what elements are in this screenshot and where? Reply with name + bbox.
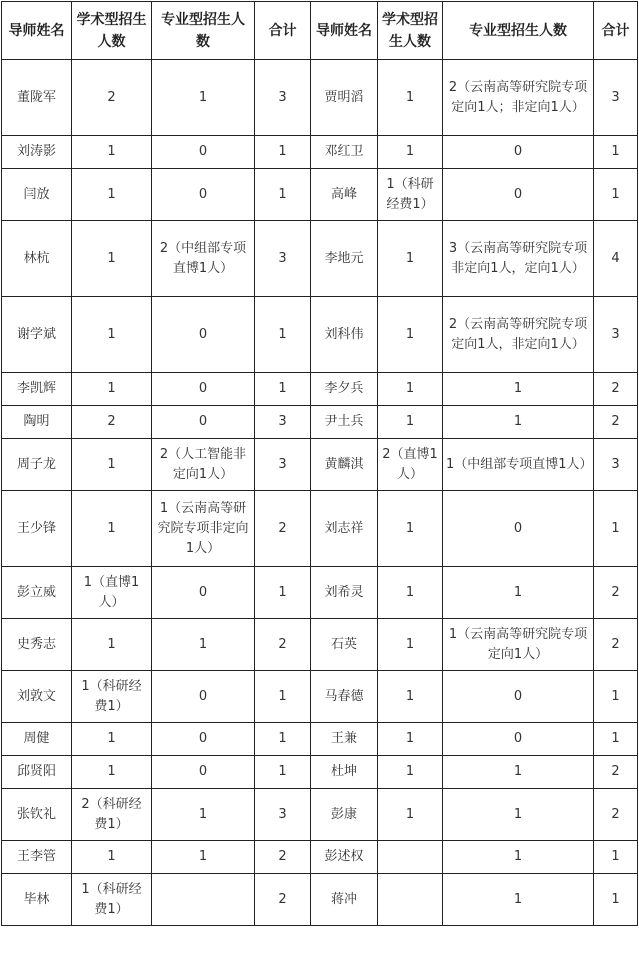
table-row <box>2 491 638 567</box>
table-cell: 2 <box>255 619 311 671</box>
table-cell: 1 <box>378 221 443 297</box>
table-cell: 王李管 <box>2 841 72 874</box>
table-cell: 2 <box>594 789 638 841</box>
table-cell: 0 <box>152 373 255 406</box>
table-cell: 1 <box>378 756 443 789</box>
table-cell: 1 <box>443 789 594 841</box>
table-cell: 邓红卫 <box>311 136 378 169</box>
table-row <box>2 406 638 439</box>
table-cell: 1 <box>594 874 638 926</box>
table-cell: 0 <box>152 297 255 373</box>
table-cell: 4 <box>594 221 638 297</box>
table-cell: 2 <box>594 567 638 619</box>
table-cell: 马春德 <box>311 671 378 723</box>
table-cell: 1 <box>72 136 152 169</box>
table-row <box>2 841 638 874</box>
table-cell: 1 <box>378 406 443 439</box>
table-cell: 1 <box>72 221 152 297</box>
table-cell: 1 <box>443 756 594 789</box>
table-cell: 0 <box>443 169 594 221</box>
table-cell: 林杭 <box>2 221 72 297</box>
table-cell: 0 <box>152 169 255 221</box>
table-cell: 2（中组部专项直博1人） <box>152 221 255 297</box>
table-cell: 蒋冲 <box>311 874 378 926</box>
header-row <box>2 2 638 60</box>
table-cell: 贾明滔 <box>311 60 378 136</box>
table-cell: 2（云南高等研究院专项定向1人；非定向1人） <box>443 60 594 136</box>
table-cell: 1（直博1人） <box>72 567 152 619</box>
header-cell: 学术型招生人数 <box>378 2 443 60</box>
table-cell: 1 <box>378 671 443 723</box>
table-cell: 1 <box>378 136 443 169</box>
table-cell: 1（科研经费1） <box>378 169 443 221</box>
table-row <box>2 567 638 619</box>
table-cell: 1 <box>255 136 311 169</box>
table-cell: 1 <box>72 619 152 671</box>
table-cell: 陶明 <box>2 406 72 439</box>
table-cell: 李地元 <box>311 221 378 297</box>
table-cell: 1 <box>255 567 311 619</box>
table-cell: 3 <box>255 221 311 297</box>
table-cell: 1 <box>378 567 443 619</box>
table-cell: 3 <box>594 60 638 136</box>
header-cell: 导师姓名 <box>2 2 72 60</box>
table-cell: 1 <box>72 297 152 373</box>
table-cell: 0 <box>443 491 594 567</box>
table-cell: 彭述权 <box>311 841 378 874</box>
table-cell: 2 <box>594 619 638 671</box>
table-cell: 1 <box>378 373 443 406</box>
header-cell: 专业型招生人数 <box>152 2 255 60</box>
table-cell: 1 <box>255 756 311 789</box>
table-cell: 3 <box>594 297 638 373</box>
table-cell: 2 <box>594 373 638 406</box>
table-cell: 1（中组部专项直博1人） <box>443 439 594 491</box>
table-cell: 1 <box>72 491 152 567</box>
table-cell: 2 <box>72 406 152 439</box>
table-cell: 1 <box>594 136 638 169</box>
table-cell: 2（云南高等研究院专项定向1人，非定向1人） <box>443 297 594 373</box>
table-cell: 1 <box>443 373 594 406</box>
table-cell: 1 <box>255 723 311 756</box>
table-row <box>2 723 638 756</box>
table-cell: 0 <box>152 136 255 169</box>
table-cell: 刘志祥 <box>311 491 378 567</box>
table-row <box>2 619 638 671</box>
header-cell: 合计 <box>594 2 638 60</box>
table-cell: 2 <box>72 60 152 136</box>
table-cell: 李夕兵 <box>311 373 378 406</box>
table-cell: 王少锋 <box>2 491 72 567</box>
table-cell: 刘涛影 <box>2 136 72 169</box>
table-cell: 1 <box>152 60 255 136</box>
header-cell: 专业型招生人数 <box>443 2 594 60</box>
table-cell: 1 <box>72 439 152 491</box>
table-cell: 1 <box>152 619 255 671</box>
table-cell: 张钦礼 <box>2 789 72 841</box>
table-cell: 2 <box>255 491 311 567</box>
table-cell: 黄麟淇 <box>311 439 378 491</box>
table-cell: 1 <box>72 373 152 406</box>
table-cell: 0 <box>152 723 255 756</box>
table-cell: 1 <box>443 874 594 926</box>
table-cell: 0 <box>443 671 594 723</box>
table-cell: 刘敦文 <box>2 671 72 723</box>
table-cell: 彭康 <box>311 789 378 841</box>
table-cell: 2 <box>255 841 311 874</box>
table-cell: 1 <box>594 723 638 756</box>
table-cell: 0 <box>152 756 255 789</box>
table-cell: 1 <box>255 297 311 373</box>
table-cell <box>152 874 255 926</box>
table-row <box>2 874 638 926</box>
table-row <box>2 756 638 789</box>
header-cell: 导师姓名 <box>311 2 378 60</box>
table-cell: 石英 <box>311 619 378 671</box>
table-cell: 0 <box>152 406 255 439</box>
table-cell: 2（直博1人） <box>378 439 443 491</box>
table-cell: 1 <box>594 841 638 874</box>
table-row <box>2 136 638 169</box>
table-cell: 1 <box>72 169 152 221</box>
table-cell: 1（科研经费1） <box>72 671 152 723</box>
table-cell: 1（云南高等研究院专项定向1人） <box>443 619 594 671</box>
table-cell: 谢学斌 <box>2 297 72 373</box>
table-cell: 1 <box>443 841 594 874</box>
table-cell: 1 <box>378 723 443 756</box>
table-cell: 周子龙 <box>2 439 72 491</box>
table-cell: 毕林 <box>2 874 72 926</box>
table-row <box>2 169 638 221</box>
table-cell: 1 <box>72 756 152 789</box>
table-row <box>2 789 638 841</box>
table-cell: 1 <box>255 169 311 221</box>
table-cell: 2 <box>594 406 638 439</box>
table-cell: 1 <box>72 841 152 874</box>
table-cell: 3 <box>255 406 311 439</box>
table-cell: 3 <box>255 439 311 491</box>
table-cell: 0 <box>443 136 594 169</box>
table-cell <box>378 874 443 926</box>
table-row <box>2 221 638 297</box>
table-cell: 2 <box>255 874 311 926</box>
table-row <box>2 60 638 136</box>
table-cell: 0 <box>443 723 594 756</box>
table-row <box>2 373 638 406</box>
table-cell: 史秀志 <box>2 619 72 671</box>
table-row <box>2 439 638 491</box>
table-cell: 1 <box>378 297 443 373</box>
table-cell: 3 <box>594 439 638 491</box>
table-cell: 1 <box>594 671 638 723</box>
table-cell: 尹土兵 <box>311 406 378 439</box>
table-cell: 闫放 <box>2 169 72 221</box>
table-cell: 1 <box>378 491 443 567</box>
table-cell: 邱贤阳 <box>2 756 72 789</box>
table-cell: 1 <box>378 60 443 136</box>
table-cell: 2 <box>594 756 638 789</box>
table-cell: 1 <box>255 373 311 406</box>
table-cell: 董陇军 <box>2 60 72 136</box>
table-cell: 李凯辉 <box>2 373 72 406</box>
header-cell: 合计 <box>255 2 311 60</box>
table-cell: 刘希灵 <box>311 567 378 619</box>
table-cell: 0 <box>152 671 255 723</box>
table-cell: 周健 <box>2 723 72 756</box>
table-cell: 1（科研经费1） <box>72 874 152 926</box>
enrollment-table <box>1 1 638 926</box>
table-cell: 1 <box>152 789 255 841</box>
table-cell: 杜坤 <box>311 756 378 789</box>
table-cell: 2（科研经费1） <box>72 789 152 841</box>
table-cell: 1 <box>443 567 594 619</box>
table-cell <box>378 841 443 874</box>
table-cell: 王兼 <box>311 723 378 756</box>
table-cell: 1 <box>72 723 152 756</box>
table-cell: 3（云南高等研究院专项非定向1人，定向1人） <box>443 221 594 297</box>
table-cell: 1 <box>152 841 255 874</box>
table-row <box>2 297 638 373</box>
table-cell: 2（人工智能非定向1人） <box>152 439 255 491</box>
table-cell: 1 <box>443 406 594 439</box>
table-cell: 1 <box>594 169 638 221</box>
table-cell: 0 <box>152 567 255 619</box>
table-cell: 1（云南高等研究院专项非定向1人） <box>152 491 255 567</box>
table-cell: 3 <box>255 60 311 136</box>
table-cell: 1 <box>378 789 443 841</box>
table-cell: 1 <box>378 619 443 671</box>
table-cell: 高峰 <box>311 169 378 221</box>
table-cell: 刘科伟 <box>311 297 378 373</box>
table-cell: 3 <box>255 789 311 841</box>
table-row <box>2 671 638 723</box>
table-cell: 彭立威 <box>2 567 72 619</box>
table-cell: 1 <box>255 671 311 723</box>
table-cell: 1 <box>594 491 638 567</box>
header-cell: 学术型招生人数 <box>72 2 152 60</box>
